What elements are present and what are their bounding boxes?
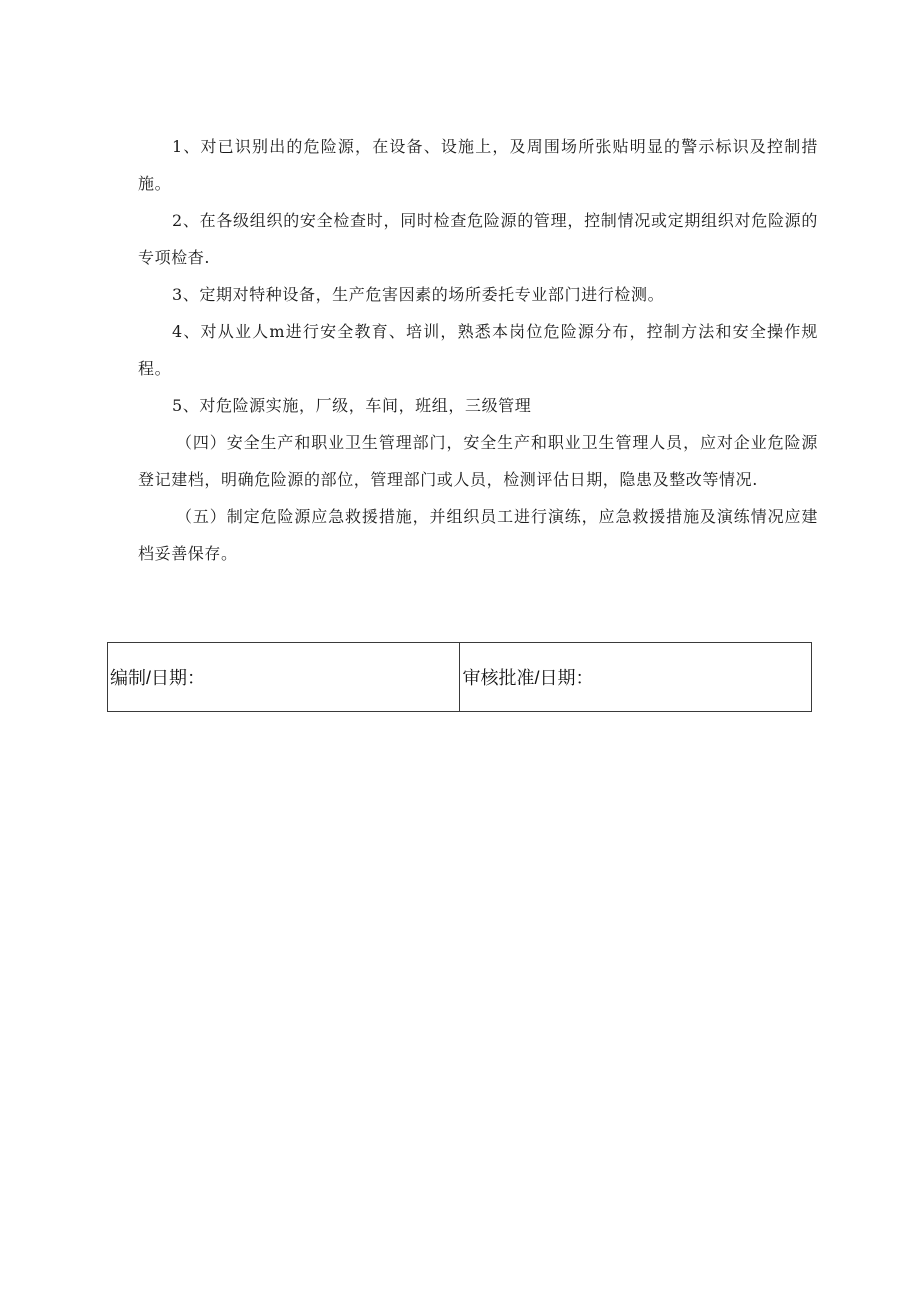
list-item-2: 2、在各级组织的安全检查时，同时检查危险源的管理，控制情况或定期组织对危险源的专项检杳. <box>138 211 818 267</box>
document-body <box>138 128 818 572</box>
list-item-4: 4、对从业人m进行安全教育、培训，熟悉本岗位危险源分布，控制方法和安全操作规程。 <box>138 322 818 378</box>
list-item-1: 1、对已识别出的危险源，在设备、设施上，及周围场所张贴明显的警示标识及控制措施。 <box>138 137 818 193</box>
section-four: （四）安全生产和职业卫生管理部门，安全生产和职业卫生管理人员，应对企业危险源登记建档，明确危险源的部位，管理部门或人员，检测评估日期，隐患及整改等情况. <box>138 433 818 489</box>
approved-by-date-cell: 审核批准/日期： <box>460 643 812 712</box>
signature-row <box>108 643 812 712</box>
signature-table <box>107 642 812 712</box>
list-item-3: 3、定期对特种设备，生产危害因素的场所委托专业部门进行检测。 <box>172 285 665 304</box>
compiled-by-date-cell: 编制/日期： <box>108 643 460 712</box>
section-five: （五）制定危险源应急救援措施，并组织员工进行演练，应急救援措施及演练情况应建档妥善保存。 <box>138 507 818 563</box>
list-item-5: 5、对危险源实施，厂级，车间，班组，三级管理 <box>172 396 532 415</box>
